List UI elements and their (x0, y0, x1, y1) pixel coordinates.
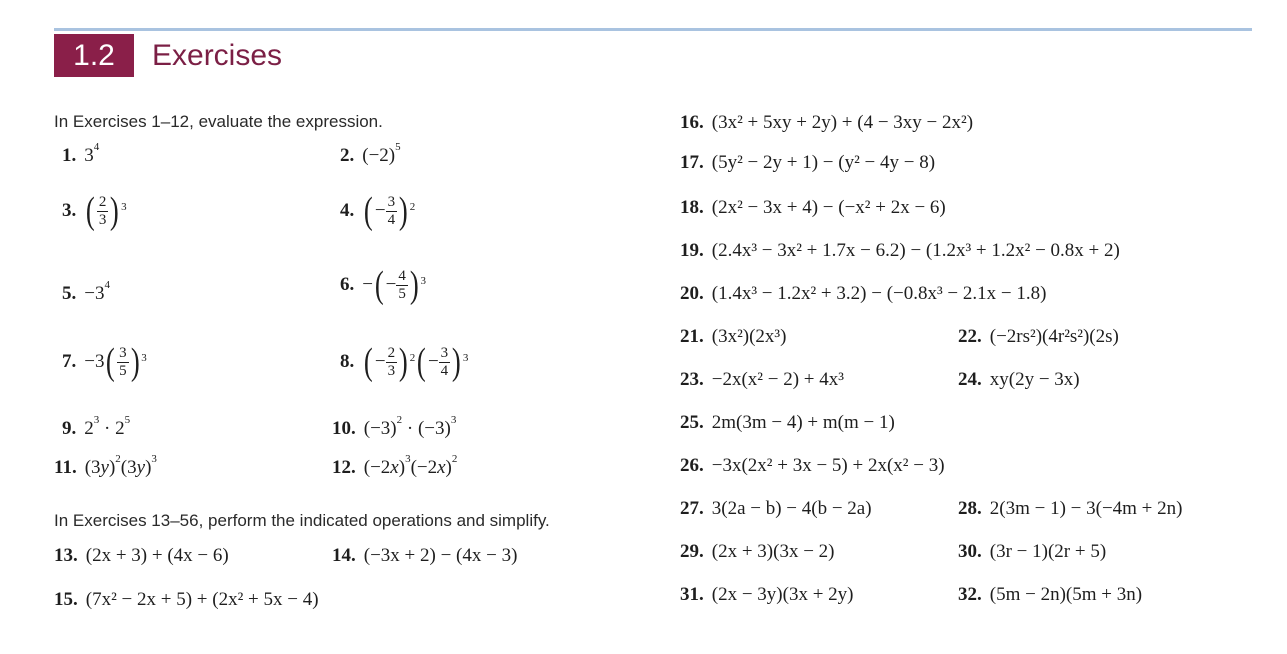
exercise-17: 17. (5y² − 2y + 1) − (y² − 4y − 8) (680, 152, 936, 173)
section-number: 1.2 (54, 34, 134, 77)
exercise-28: 28. 2(3m − 1) − 3(−4m + 2n) (958, 498, 1183, 519)
exercise-11: 11. $(3y)^2(3y)^3$ (54, 453, 157, 478)
exercise-5: 5. $-3^4$ (62, 279, 110, 304)
exercise-3: 3. ( $\frac{2}{3}$ ) 3 (62, 190, 127, 232)
exercise-19: 19. (2.4x³ − 3x² + 1.7x − 6.2) − (1.2x³ + 1.2x² − 0.8x + 2) (680, 240, 1120, 261)
exercise-6: 6. − ( − $\frac{4}{5}$ ) 3 (340, 264, 426, 306)
exercise-16: 16. (3x² + 5xy + 2y) + (4 − 3xy − 2x²) (680, 112, 974, 133)
exercise-13: 13. (2x + 3) + (4x − 6) (54, 545, 229, 566)
exercise-9: 9. $2^3 \cdot 2^5$ (62, 414, 131, 439)
exercise-23: 23. −2x(x² − 2) + 4x³ (680, 369, 844, 390)
exercise-31: 31. (2x − 3y)(3x + 2y) (680, 584, 854, 605)
exercise-2: 2. $(-2)^5$ (340, 141, 401, 166)
exercise-24: 24. xy(2y − 3x) (958, 369, 1080, 390)
exercise-32: 32. (5m − 2n)(5m + 3n) (958, 584, 1143, 605)
instruction-13-56: In Exercises 13–56, perform the indicated operations and simplify. (54, 511, 550, 530)
exercise-29: 29. (2x + 3)(3x − 2) (680, 541, 835, 562)
exercise-14: 14. (−3x + 2) − (4x − 3) (332, 545, 518, 566)
exercise-15: 15. (7x² − 2x + 5) + (2x² + 5x − 4) (54, 589, 319, 610)
exercise-4: 4. ( − $\frac{3}{4}$ ) 2 (340, 190, 416, 232)
exercise-22: 22. (−2rs²)(4r²s²)(2s) (958, 326, 1119, 347)
exercise-26: 26. −3x(2x² + 3x − 5) + 2x(x² − 3) (680, 455, 945, 476)
section-title: Exercises (152, 39, 283, 72)
exercise-20: 20. (1.4x³ − 1.2x² + 3.2) − (−0.8x³ − 2.1x − 1.8) (680, 283, 1047, 304)
exercise-30: 30. (3r − 1)(2r + 5) (958, 541, 1107, 562)
exercise-7: 7. −3 ( $\frac{3}{5}$ ) 3 (62, 341, 147, 383)
exercise-25: 25. 2m(3m − 4) + m(m − 1) (680, 412, 895, 433)
exercise-27: 27. 3(2a − b) − 4(b − 2a) (680, 498, 872, 519)
exercise-8: 8. ( − $\frac{2}{3}$ ) 2 ( − $\frac{3}{4}$ ) 3 (340, 341, 469, 383)
exercise-1: 1. $3^4$ (62, 141, 100, 166)
exercise-21: 21. (3x²)(2x³) (680, 326, 787, 347)
exercise-18: 18. (2x² − 3x + 4) − (−x² + 2x − 6) (680, 197, 946, 218)
exercise-10: 10. $(-3)^2 \cdot (-3)^3$ (332, 414, 457, 439)
exercise-12: 12. $(-2x)^3(-2x)^2$ (332, 453, 458, 478)
header-rule (54, 28, 1252, 31)
instruction-1-12: In Exercises 1–12, evaluate the expression. (54, 112, 383, 131)
